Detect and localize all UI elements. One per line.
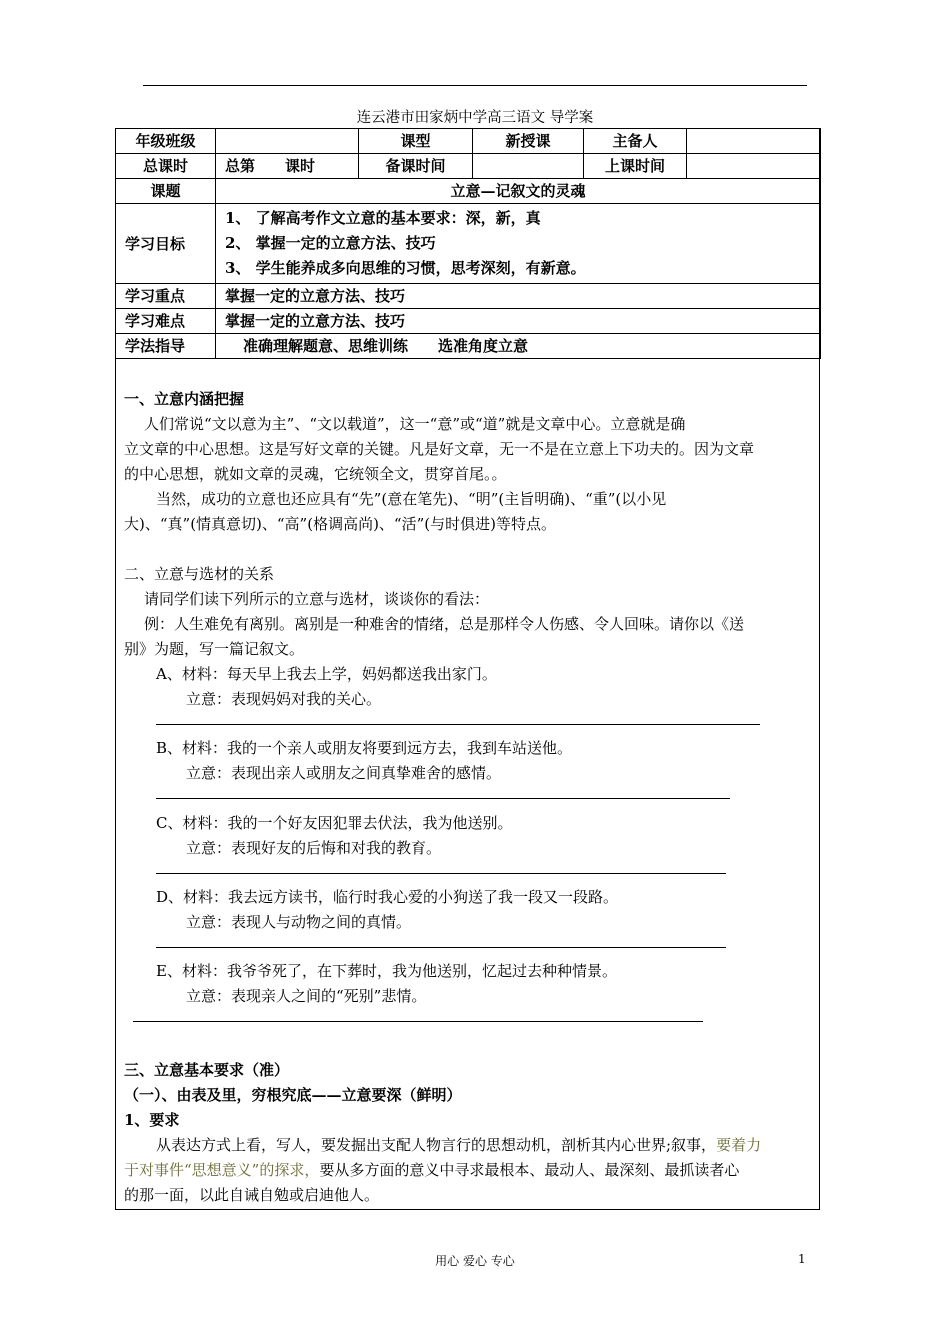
page-number: 1 <box>798 1252 806 1266</box>
idea-line: 立意：表现人与动物之间的真情。 <box>186 913 412 931</box>
document-body <box>124 387 814 1208</box>
idea-line: 立意：表现妈妈对我的关心。 <box>186 690 382 708</box>
table-row <box>116 179 821 204</box>
table-row <box>116 284 821 309</box>
goal-item: 3、 学生能养成多向思维的习惯，思考深刻，有新意。 <box>225 259 586 277</box>
material-line: D、材料：我去远方读书，临行时我心爱的小狗送了我一段又一段路。 <box>156 888 619 906</box>
preparer-value <box>687 129 821 154</box>
material-line: C、材料：我的一个好友因犯罪去伏法，我为他送别。 <box>156 814 513 832</box>
goals-label: 学习目标 <box>116 204 216 284</box>
table-row <box>116 204 821 284</box>
material-line: E、材料：我爷爷死了，在下葬时，我为他送别，忆起过去种种情景。 <box>156 962 617 980</box>
key-value: 掌握一定的立意方法、技巧 <box>216 284 821 309</box>
table-row <box>116 309 821 334</box>
total-label: 总课时 <box>116 154 216 179</box>
material-line: B、材料：我的一个亲人或朋友将要到远方去，我到车站送他。 <box>156 739 573 757</box>
method-label: 学法指导 <box>116 334 216 359</box>
goal-item: 1、 了解高考作文立意的基本要求：深，新，真 <box>225 209 541 227</box>
lesson-info-table <box>115 128 821 359</box>
answer-line <box>156 798 730 799</box>
footer-slogan: 用心 爱心 专心 <box>435 1254 515 1268</box>
paragraph-line: 别》为题，写一篇记叙文。 <box>124 640 305 658</box>
difficulty-label: 学习难点 <box>116 309 216 334</box>
topic-value: 立意—记叙文的灵魂 <box>216 179 821 204</box>
total-value: 总第 课时 <box>216 154 359 179</box>
subsection-heading: （一）、由表及里，穷根究底——立意要深（鲜明） <box>124 1086 462 1104</box>
section-heading: 三、立意基本要求（准） <box>124 1061 290 1079</box>
paragraph-line: 人们常说“文以意为主”、“文以载道”，这一“意”或“道”就是文章中心。立意就是确 <box>144 415 686 433</box>
class-time-label: 上课时间 <box>584 154 687 179</box>
paragraph-line: 例：人生难免有离别。离别是一种难舍的情绪，总是那样令人伤感、令人回味。请你以《送 <box>144 615 745 633</box>
idea-line: 立意：表现亲人之间的“死别”悲情。 <box>186 987 427 1005</box>
table-row <box>116 129 821 154</box>
type-label: 课型 <box>359 129 473 154</box>
answer-line <box>133 1021 703 1022</box>
goals-cell <box>216 204 821 284</box>
document-title: 连云港市田家炳中学高三语文 导学案 <box>356 110 594 126</box>
goal-item: 2、 掌握一定的立意方法、技巧 <box>225 234 436 252</box>
table-row <box>116 154 821 179</box>
method-value: 准确理解题意、思维训练 选准角度立意 <box>216 334 821 359</box>
paragraph-line: 的那一面，以此自诫自勉或启迪他人。 <box>124 1186 380 1204</box>
requirement-label: 1、要求 <box>124 1111 180 1129</box>
material-line: A、材料：每天早上我去上学，妈妈都送我出家门。 <box>156 665 497 683</box>
grade-label: 年级班级 <box>116 129 216 154</box>
type-value: 新授课 <box>473 129 584 154</box>
difficulty-value: 掌握一定的立意方法、技巧 <box>216 309 821 334</box>
prep-time-value <box>473 154 584 179</box>
paragraph-line: 从表达方式上看，写人，要发掘出支配人物言行的思想动机，剖析其内心世界;叙事，要着力 <box>156 1136 762 1154</box>
prep-time-label: 备课时间 <box>359 154 473 179</box>
key-label: 学习重点 <box>116 284 216 309</box>
answer-line <box>156 947 726 948</box>
table-row <box>116 334 821 359</box>
section-heading: 二、立意与选材的关系 <box>124 565 275 583</box>
paragraph-line: 大)、“真”(情真意切)、“高”(格调高尚)、“活”(与时俱进)等特点。 <box>124 515 556 533</box>
topic-label: 课题 <box>116 179 216 204</box>
paragraph-line: 请同学们读下列所示的立意与选材，谈谈你的看法： <box>144 590 490 608</box>
paragraph-line: 当然，成功的立意也还应具有“先”(意在笔先)、“明”(主旨明确)、“重”(以小见 <box>156 490 667 508</box>
section-heading: 一、立意内涵把握 <box>124 390 245 408</box>
paragraph-line: 的中心思想，就如文章的灵魂，它统领全文，贯穿首尾。。 <box>124 465 507 483</box>
idea-line: 立意：表现好友的后悔和对我的教育。 <box>186 839 442 857</box>
preparer-label: 主备人 <box>584 129 687 154</box>
grade-value <box>216 129 359 154</box>
idea-line: 立意：表现出亲人或朋友之间真挚难舍的感情。 <box>186 764 502 782</box>
class-time-value <box>687 154 821 179</box>
answer-line <box>156 724 760 725</box>
header-rule <box>143 85 807 86</box>
paragraph-line: 于对事件“思想意义”的探求，要从多方面的意义中寻求最根本、最动人、最深刻、最抓读者心 <box>124 1161 740 1179</box>
answer-line <box>156 873 726 874</box>
paragraph-line: 立文章的中心思想。这是写好文章的关键。凡是好文章，无一不是在立意上下功夫的。因为文章 <box>124 440 755 458</box>
